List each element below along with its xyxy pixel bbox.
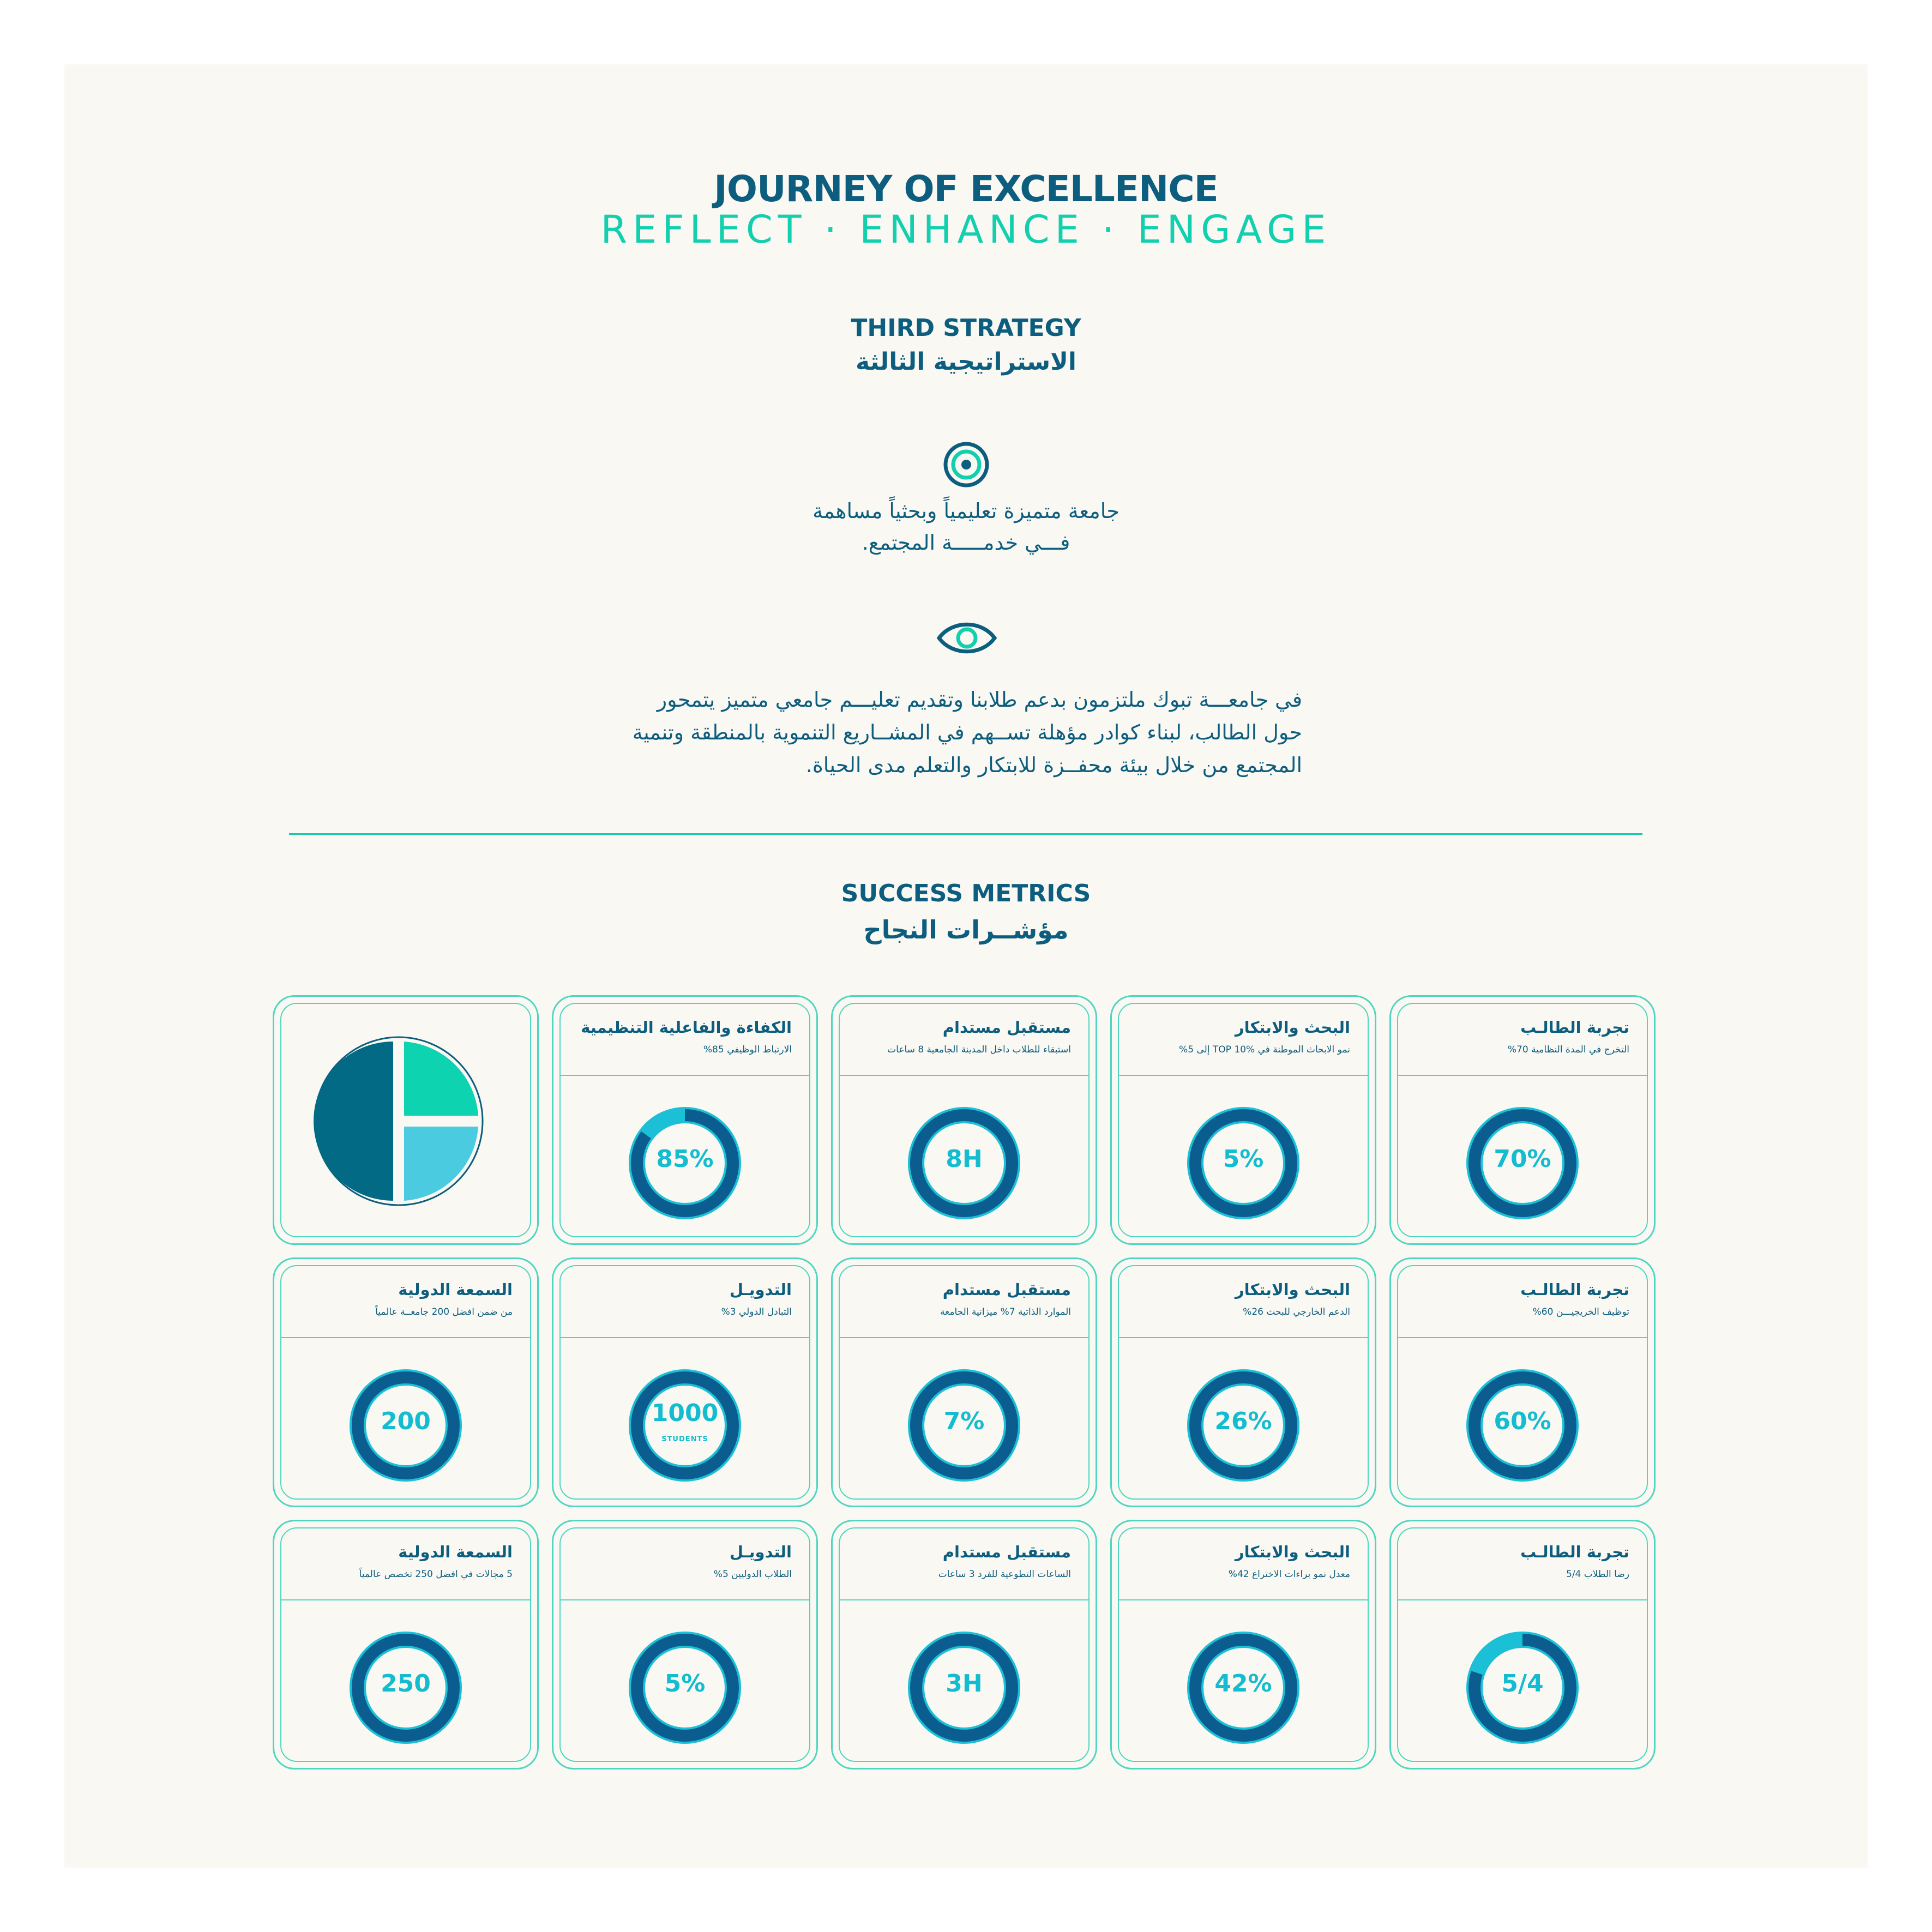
metric-subtitle: رضا الطلاب 5/4 xyxy=(1566,1569,1629,1580)
metric-card-header xyxy=(1398,1004,1647,1076)
metric-subtitle: الموارد الذاتية 7% ميزانية الجامعة xyxy=(940,1307,1071,1317)
metric-subtitle: الارتباط الوظيفي 85% xyxy=(703,1044,792,1055)
metric-unit: STUDENTS xyxy=(661,1435,708,1443)
metric-card-header xyxy=(561,1266,809,1338)
quadrant-logo-icon xyxy=(311,1034,486,1208)
metric-value: 5/4 xyxy=(1501,1670,1544,1698)
metric-card xyxy=(552,1520,818,1770)
metric-value: 7% xyxy=(943,1407,985,1435)
metric-card-inner xyxy=(280,1265,531,1500)
metric-title: مستقبل مستدام xyxy=(942,1543,1071,1561)
eye-icon xyxy=(936,618,998,658)
metric-value: 70% xyxy=(1494,1145,1551,1173)
metric-title: السمعة الدولية xyxy=(398,1280,513,1299)
metric-card-inner xyxy=(559,1527,810,1762)
metric-card-inner xyxy=(1397,1003,1648,1237)
vision-line-1: جامعة متميزة تعليمياً وبحثياً مساهمة xyxy=(812,499,1120,523)
target-icon xyxy=(942,441,990,489)
metric-title: تجربة الطالـب xyxy=(1520,1543,1629,1561)
logo-card xyxy=(273,995,539,1245)
metric-title: التدويـل xyxy=(729,1543,792,1561)
metric-card-inner xyxy=(1118,1003,1369,1237)
metrics-title-en: SUCCESS METRICS xyxy=(841,880,1091,907)
metric-card xyxy=(831,1257,1097,1507)
metric-value: 1000 xyxy=(651,1399,719,1427)
metric-value: 250 xyxy=(381,1670,431,1698)
metric-card-header xyxy=(1398,1528,1647,1600)
metric-card-inner xyxy=(1397,1527,1648,1762)
metric-value: 85% xyxy=(656,1145,714,1173)
metric-subtitle: توظيف الخريجيـــن 60% xyxy=(1532,1307,1629,1317)
vision-line-2: فـــي خدمـــــة المجتمع. xyxy=(862,531,1070,555)
metric-card xyxy=(1389,1520,1656,1770)
metric-title: تجربة الطالـب xyxy=(1520,1018,1629,1037)
mission-text: في جامعـــة تبوك ملتزمون بدعم طلابنا وتقديم تعليـــم جامعي متميز يتمحور حول الطالب، لبناء كوادر مؤهلة تســهم في المشــاريع التنموية بالمنطقة وتنمية المجتمع من خلال بيئة محفــزة للابتكار والتعلم مدى الحياة. xyxy=(632,688,1302,777)
metric-card-inner xyxy=(1118,1527,1369,1762)
metric-title: التدويـل xyxy=(729,1280,792,1299)
metric-card-header xyxy=(281,1528,530,1600)
metric-card-header xyxy=(1119,1266,1368,1338)
metric-card xyxy=(1389,995,1656,1245)
metric-card-header xyxy=(561,1528,809,1600)
metric-card xyxy=(273,1520,539,1770)
metric-title: السمعة الدولية xyxy=(398,1543,513,1561)
metric-title: مستقبل مستدام xyxy=(942,1280,1071,1299)
metric-card-header xyxy=(840,1004,1088,1076)
metric-card xyxy=(831,995,1097,1245)
metric-title: البحث والابتكار xyxy=(1235,1280,1350,1299)
metric-title: الكفاءة والفاعلية التنظيمية xyxy=(581,1018,792,1037)
metric-card-header xyxy=(281,1266,530,1338)
metric-card xyxy=(273,1257,539,1507)
strategy-title-en: THIRD STRATEGY xyxy=(851,314,1081,342)
metric-title: تجربة الطالـب xyxy=(1520,1280,1629,1299)
metric-card-inner xyxy=(839,1527,1090,1762)
logo-card-inner xyxy=(280,1003,531,1237)
metric-value: 8H xyxy=(946,1145,983,1173)
metric-title: البحث والابتكار xyxy=(1235,1543,1350,1561)
metric-card-inner xyxy=(1397,1265,1648,1500)
metric-card xyxy=(1110,1257,1376,1507)
metric-value: 200 xyxy=(381,1407,431,1435)
metric-subtitle: الساعات التطوعية للفرد 3 ساعات xyxy=(938,1569,1071,1580)
metrics-title-ar: مؤشــرات النجاح xyxy=(863,915,1069,944)
metric-card xyxy=(552,1257,818,1507)
metric-value: 42% xyxy=(1214,1670,1272,1698)
strategy-title-ar: الاستراتيجية الثالثة xyxy=(856,348,1076,376)
page-tagline: REFLECT · ENHANCE · ENGAGE xyxy=(600,207,1332,252)
metric-card xyxy=(1389,1257,1656,1507)
metric-card-header xyxy=(1398,1266,1647,1338)
metric-subtitle: من ضمن افضل 200 جامعــة عالمياً xyxy=(375,1307,513,1317)
section-divider xyxy=(289,833,1642,835)
metric-card xyxy=(552,995,818,1245)
metric-card-header xyxy=(1119,1528,1368,1600)
metric-subtitle: نمو الابحاث الموطنة في TOP 10% إلى 5% xyxy=(1179,1044,1350,1055)
metric-value: 60% xyxy=(1494,1407,1551,1435)
metric-value: 3H xyxy=(946,1670,983,1698)
metric-card-header xyxy=(1119,1004,1368,1076)
metric-card-inner xyxy=(839,1003,1090,1237)
metric-subtitle: الطلاب الدوليين 5% xyxy=(713,1569,792,1580)
metric-card-inner xyxy=(280,1527,531,1762)
metric-subtitle: التخرج في المدة النظامية 70% xyxy=(1507,1044,1629,1055)
metric-title: مستقبل مستدام xyxy=(942,1018,1071,1037)
metric-card-inner xyxy=(559,1003,810,1237)
vision-text xyxy=(64,495,1868,558)
metric-subtitle: 5 مجالات في افضل 250 تخصص عالمياً xyxy=(359,1569,513,1580)
metric-subtitle: استبقاء للطلاب داخل المدينة الجامعية 8 ساعات xyxy=(887,1044,1071,1055)
metric-value: 5% xyxy=(1223,1145,1264,1173)
metric-card-inner xyxy=(839,1265,1090,1500)
metric-card-header xyxy=(840,1266,1088,1338)
metric-card xyxy=(831,1520,1097,1770)
metric-card-header xyxy=(840,1528,1088,1600)
page-title: JOURNEY OF EXCELLENCE xyxy=(714,168,1218,210)
metric-card-inner xyxy=(559,1265,810,1500)
page-panel xyxy=(64,64,1868,1868)
metric-card xyxy=(1110,995,1376,1245)
metric-card-inner xyxy=(1118,1265,1369,1500)
metric-subtitle: التبادل الدولي 3% xyxy=(721,1307,792,1317)
metric-card-header xyxy=(561,1004,809,1076)
metric-value: 26% xyxy=(1214,1407,1272,1435)
metric-subtitle: الدعم الخارجي للبحث 26% xyxy=(1243,1307,1350,1317)
metric-title: البحث والابتكار xyxy=(1235,1018,1350,1037)
metric-card xyxy=(1110,1520,1376,1770)
metric-subtitle: معدل نمو براءات الاختراع 42% xyxy=(1228,1569,1350,1580)
metric-value: 5% xyxy=(664,1670,706,1698)
